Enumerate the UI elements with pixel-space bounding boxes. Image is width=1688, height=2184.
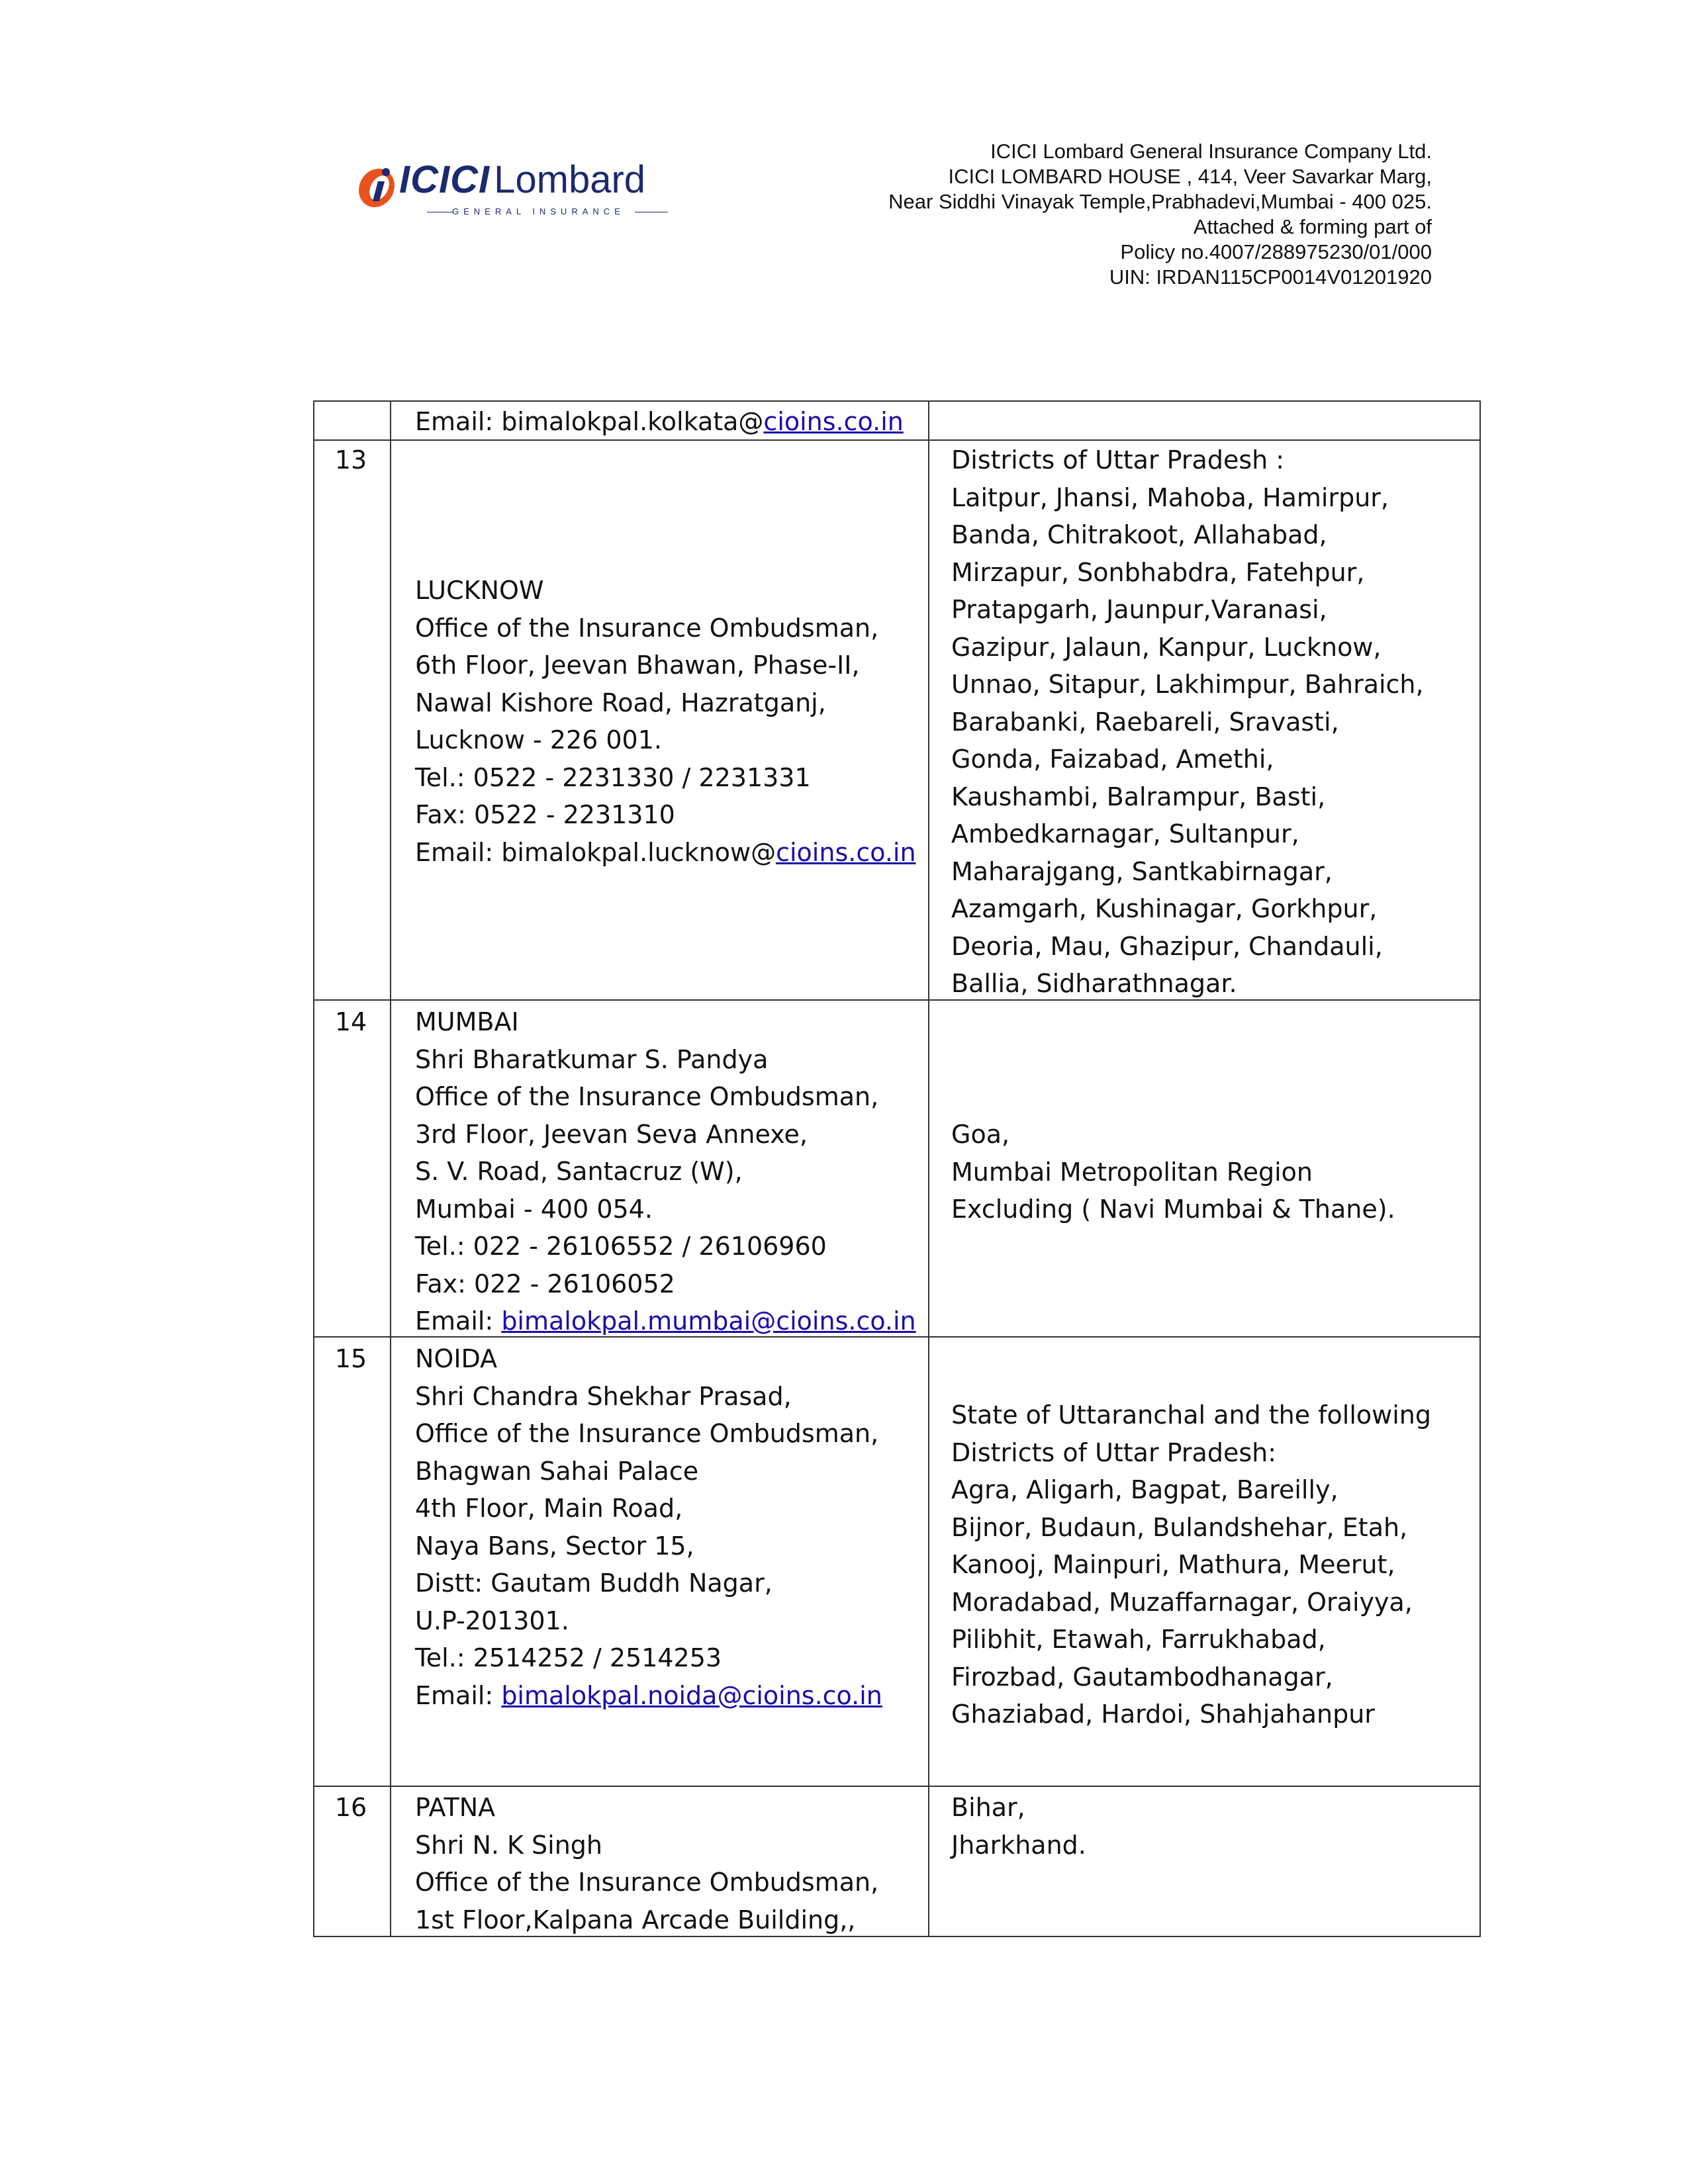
- row-divider: [314, 1786, 1479, 1787]
- email-line: [415, 403, 904, 441]
- jurisdiction: [951, 1396, 1431, 1733]
- jurisdiction-line: Districts of Uttar Pradesh:: [951, 1437, 1277, 1467]
- row-number: 13: [334, 445, 367, 475]
- company-line: ICICI LOMBARD HOUSE , 414, Veer Savarkar Marg,: [948, 165, 1432, 188]
- office-address: [415, 1003, 916, 1340]
- jurisdiction: [951, 1789, 1086, 1864]
- office-fax: Fax: 0522 - 2231310: [415, 800, 675, 829]
- company-address-block: [888, 139, 1432, 290]
- jurisdiction: [951, 441, 1424, 1003]
- logo-brand: ICICI: [399, 158, 491, 201]
- jurisdiction-line: Azamgarh, Kushinagar, Gorkhpur,: [951, 894, 1378, 923]
- jurisdiction-line: Unnao, Sitapur, Lakhimpur, Bahraich,: [951, 670, 1424, 699]
- email-label: Email: bimalokpal.kolkata@: [415, 407, 764, 436]
- jurisdiction-line: Barabanki, Raebareli, Sravasti,: [951, 707, 1339, 737]
- email-label: Email:: [415, 1680, 502, 1710]
- office-city: LUCKNOW: [415, 576, 544, 605]
- table-row: [415, 403, 904, 441]
- jurisdiction-line: Districts of Uttar Pradesh :: [951, 445, 1285, 475]
- email-label: Email: bimalokpal.lucknow@: [415, 837, 776, 867]
- jurisdiction-line: Pilibhit, Etawah, Farrukhabad,: [951, 1625, 1326, 1654]
- company-line: Attached & forming part of: [1193, 215, 1432, 238]
- jurisdiction-line: Banda, Chitrakoot, Allahabad,: [951, 520, 1327, 549]
- jurisdiction-line: Jharkhand.: [951, 1830, 1086, 1860]
- jurisdiction-line: Gazipur, Jalaun, Kanpur, Lucknow,: [951, 632, 1382, 662]
- row-number: 16: [334, 1793, 367, 1822]
- jurisdiction-line: Kanooj, Mainpuri, Mathura, Meerut,: [951, 1550, 1395, 1579]
- logo-wordmark: [399, 159, 645, 201]
- email-label: Email:: [415, 1306, 502, 1336]
- email-link[interactable]: cioins.co.in: [776, 837, 916, 867]
- office-line: 1st Floor,Kalpana Arcade Building,,: [415, 1905, 856, 1934]
- jurisdiction-line: Deoria, Mau, Ghazipur, Chandauli,: [951, 931, 1383, 961]
- office-line: Office of the Insurance Ombudsman,: [415, 1419, 879, 1448]
- office-city: NOIDA: [415, 1344, 498, 1373]
- email-line: [415, 834, 916, 872]
- column-divider: [390, 402, 391, 1936]
- office-line: 4th Floor, Main Road,: [415, 1494, 683, 1523]
- office-line: Naya Bans, Sector 15,: [415, 1531, 694, 1561]
- jurisdiction-line: Mirzapur, Sonbhabdra, Fatehpur,: [951, 557, 1365, 587]
- office-line: Distt: Gautam Buddh Nagar,: [415, 1569, 773, 1598]
- office-line: Shri Chandra Shekhar Prasad,: [415, 1381, 792, 1411]
- office-line: 3rd Floor, Jeevan Seva Annexe,: [415, 1119, 808, 1149]
- office-line: 6th Floor, Jeevan Bhawan, Phase-II,: [415, 651, 860, 680]
- jurisdiction-line: State of Uttaranchal and the following: [951, 1400, 1432, 1430]
- email-link[interactable]: bimalokpal.mumbai@cioins.co.in: [501, 1306, 916, 1336]
- office-line: Lucknow - 226 001.: [415, 725, 662, 754]
- jurisdiction-line: Bijnor, Budaun, Bulandshehar, Etah,: [951, 1512, 1408, 1542]
- jurisdiction-line: Firozbad, Gautambodhanagar,: [951, 1662, 1333, 1692]
- office-fax: Fax: 022 - 26106052: [415, 1269, 675, 1298]
- office-line: Mumbai - 400 054.: [415, 1194, 653, 1224]
- email-line: [415, 1677, 882, 1715]
- jurisdiction-line: Agra, Aligarh, Bagpat, Bareilly,: [951, 1475, 1338, 1504]
- uin-number: UIN: IRDAN115CP0014V01201920: [1109, 265, 1432, 289]
- logo-name: Lombard: [494, 158, 646, 201]
- company-line: Near Siddhi Vinayak Temple,Prabhadevi,Mumbai - 400 025.: [888, 190, 1432, 213]
- office-line: Bhagwan Sahai Palace: [415, 1456, 699, 1486]
- email-link[interactable]: cioins.co.in: [763, 407, 904, 436]
- jurisdiction-line: Kaushambi, Balrampur, Basti,: [951, 782, 1326, 811]
- email-line: [415, 1302, 916, 1340]
- office-city: PATNA: [415, 1793, 496, 1822]
- office-line: Office of the Insurance Ombudsman,: [415, 1082, 879, 1111]
- jurisdiction-line: Excluding ( Navi Mumbai & Thane).: [951, 1195, 1395, 1224]
- jurisdiction-line: Ambedkarnagar, Sultanpur,: [951, 819, 1299, 848]
- jurisdiction-line: Goa,: [951, 1120, 1010, 1149]
- jurisdiction-line: Mumbai Metropolitan Region: [951, 1157, 1313, 1187]
- row-number: 15: [334, 1344, 367, 1373]
- jurisdiction: [951, 1116, 1395, 1228]
- jurisdiction-line: Moradabad, Muzaffarnagar, Oraiyya,: [951, 1587, 1413, 1617]
- company-line: ICICI Lombard General Insurance Company Ltd.: [990, 140, 1432, 163]
- email-link[interactable]: bimalokpal.noida@cioins.co.in: [501, 1680, 882, 1710]
- office-line: Office of the Insurance Ombudsman,: [415, 1868, 879, 1897]
- office-tel: Tel.: 0522 - 2231330 / 2231331: [415, 762, 811, 792]
- policy-number: Policy no.4007/288975230/01/000: [1120, 240, 1432, 263]
- jurisdiction-line: Ballia, Sidharathnagar.: [951, 969, 1237, 998]
- office-line: Office of the Insurance Ombudsman,: [415, 613, 879, 643]
- logo-tagline: GENERAL INSURANCE: [452, 206, 625, 216]
- office-tel: Tel.: 022 - 26106552 / 26106960: [415, 1232, 827, 1261]
- office-address: [415, 1789, 878, 1938]
- jurisdiction-line: Laitpur, Jhansi, Mahoba, Hamirpur,: [951, 482, 1389, 512]
- office-address: [415, 1340, 882, 1714]
- office-line: U.P-201301.: [415, 1606, 569, 1635]
- jurisdiction-line: Bihar,: [951, 1793, 1025, 1822]
- row-number: 14: [334, 1007, 367, 1036]
- office-line: Shri Bharatkumar S. Pandya: [415, 1044, 769, 1074]
- jurisdiction-line: Maharajgang, Santkabirnagar,: [951, 856, 1333, 886]
- jurisdiction-line: Gonda, Faizabad, Amethi,: [951, 745, 1274, 774]
- jurisdiction-line: Pratapgarh, Jaunpur,Varanasi,: [951, 595, 1327, 624]
- office-tel: Tel.: 2514252 / 2514253: [415, 1643, 722, 1672]
- icici-i-icon: [353, 159, 406, 212]
- office-address: [415, 572, 916, 871]
- office-line: Nawal Kishore Road, Hazratganj,: [415, 688, 826, 717]
- column-divider: [928, 402, 929, 1936]
- office-line: Shri N. K Singh: [415, 1830, 603, 1860]
- jurisdiction-line: Ghaziabad, Hardoi, Shahjahanpur: [951, 1700, 1375, 1729]
- company-logo: [353, 159, 684, 225]
- office-city: MUMBAI: [415, 1007, 519, 1036]
- office-line: S. V. Road, Santacruz (W),: [415, 1157, 743, 1186]
